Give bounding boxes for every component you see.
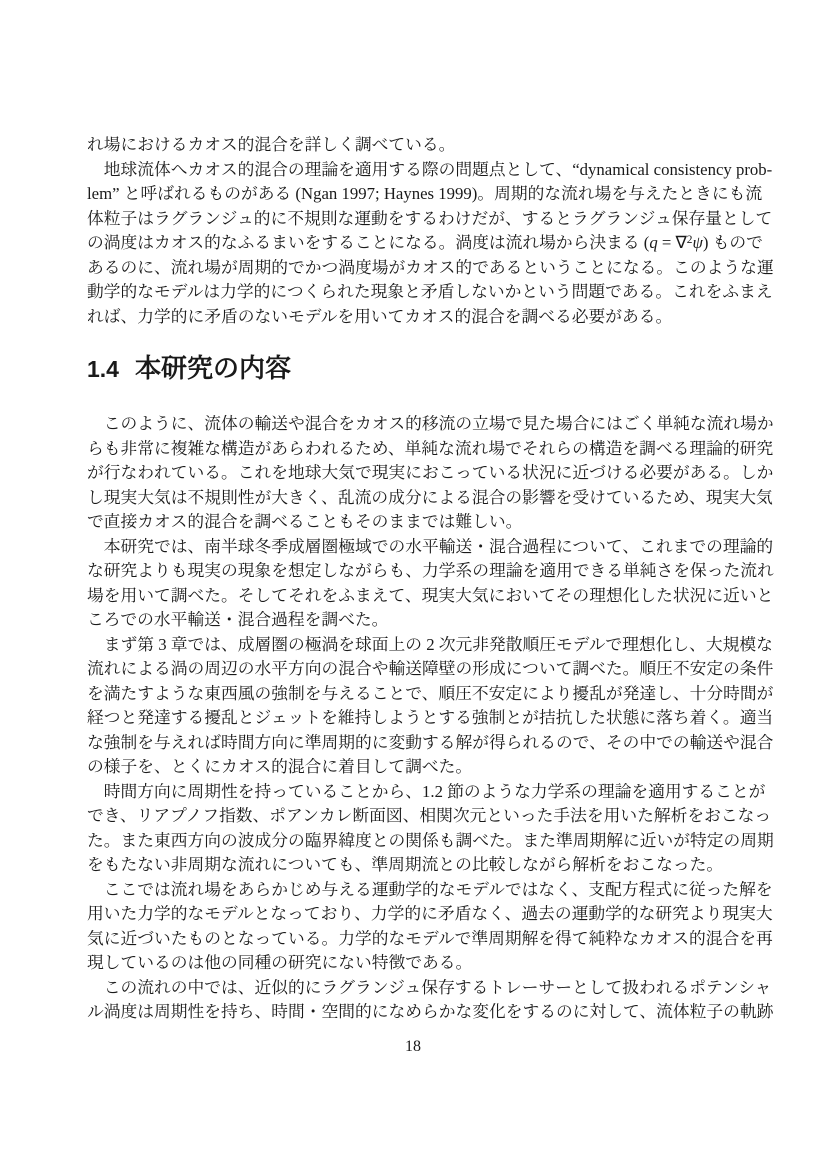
text-line: が行なわれている。これを地球大気で現実におこっている状況に近づける必要がある。しか — [87, 463, 774, 482]
text-line: な研究よりも現実の現象を想定しながらも、力学系の理論を適用できる単純さを保った流れ — [87, 561, 774, 580]
text-line: ここでは流れ場をあらかじめ与える運動学的なモデルではなく、支配方程式に従った解を — [103, 879, 773, 899]
text-segment: もので — [708, 233, 763, 252]
text-line: し現実大気は不規則性が大きく、乱流の成分による混合の影響を受けているため、現実大気 — [87, 487, 773, 507]
paragraph — [87, 535, 774, 633]
paragraph — [87, 780, 774, 878]
text-segment: の渦度はカオス的なふるまいをすることになる。渦度は流れ場から決まる — [87, 233, 644, 252]
formula-superscript: 2 — [686, 233, 693, 246]
formula-variable-psi: ψ — [692, 233, 703, 252]
text-line: 現しているのは他の同種の研究にない特徴である。 — [87, 953, 473, 972]
text-line: をもたない非周期な流れについても、準周期流との比較しながら解析をおこなった。 — [87, 855, 724, 874]
text-line: この流れの中では、近似的にラグランジュ保存するトレーサーとして扱われるポテンシャ — [103, 977, 772, 997]
text-line: ル渦度は周期性を持ち、時間・空間的になめらかな変化をするのに対して、流体粒子の軌跡 — [87, 1002, 774, 1021]
text-line: まず第 3 章では、成層圏の極渦を球面上の 2 次元非発散順圧モデルで理想化し、大規模な — [103, 634, 773, 654]
formula-equals-nabla: = ∇ — [657, 233, 687, 252]
paragraph — [87, 633, 774, 780]
page-number: 18 — [405, 1038, 421, 1055]
paragraph — [87, 133, 757, 158]
text-line: な強制を与えれば時間方向に準周期的に変動する解が得られるので、その中での輸送や混合 — [87, 732, 774, 752]
text-line: 地球流体へカオス的混合の理論を適用する際の問題点として、“dynamical consistency prob- — [103, 159, 773, 179]
formula-variable-q: q — [649, 233, 658, 252]
paragraph — [87, 412, 774, 535]
text-line: で直接カオス的混合を調べることもそのままでは難しい。 — [87, 512, 523, 531]
paragraph — [87, 976, 774, 1025]
paragraph — [87, 158, 774, 330]
text-line: らも非常に複雑な構造があらわれるため、単純な流れ場でそれらの構造を調べる理論的研究 — [87, 438, 774, 458]
text-line: 経つと発達する擾乱とジェットを維持しようとする強制とが拮抗した状態に落ち着く。適当 — [87, 708, 774, 727]
text-block — [87, 133, 774, 1025]
formula-close-paren: ) — [702, 233, 709, 252]
text-line: あるのに、流れ場が周期的でかつ渦度場がカオス的であるということになる。このような運 — [87, 257, 774, 277]
section-heading — [87, 352, 757, 386]
text-line: ころでの水平輸送・混合過程を調べた。 — [87, 610, 389, 629]
text-line: れば、力学的に矛盾のないモデルを用いてカオス的混合を調べる必要がある。 — [87, 306, 673, 326]
text-line: を満たすような東西風の強制を与えることで、順圧不安定により擾乱が発達し、十分時間が — [87, 683, 774, 703]
text-line: 用いた力学的なモデルとなっており、力学的に矛盾なく、過去の運動学的な研究より現実大 — [87, 904, 773, 923]
section-title: 本研究の内容 — [135, 353, 292, 383]
paragraph — [87, 878, 773, 976]
text-line: lem” と呼ばれるものがある (Ngan 1997; Haynes 1999)。周期的な流れ場を与えたときにも流 — [87, 184, 763, 203]
text-line: た。また東西方向の波成分の臨界緯度との関係も調べた。また準周期解に近いが特定の周期 — [87, 830, 774, 850]
text-line: の様子を、とくにカオス的混合に着目して調べた。 — [87, 757, 473, 776]
text-line: でき、リアプノフ指数、ポアンカレ断面図、相関次元といった手法を用いた解析をおこなっ — [87, 806, 772, 825]
text-line: 本研究では、南半球冬季成層圏極域での水平輸送・混合過程について、これまでの理論的 — [103, 536, 774, 556]
text-line: 流れによる渦の周辺の水平方向の混合や輸送障壁の形成について調べた。順圧不安定の条件 — [87, 659, 774, 678]
section-number: 1.4 — [87, 356, 119, 382]
inline-formula — [644, 233, 709, 252]
text-line: 時間方向に周期性を持っていることから、1.2 節のような力学系の理論を適用することが — [103, 781, 766, 801]
formula-open-paren: ( — [643, 233, 650, 252]
text-line: 体粒子はラグランジュ的に不規則な運動をするわけだが、するとラグランジュ保存量として — [87, 208, 773, 228]
text-line: 気に近づいたものとなっている。力学的なモデルで準周期解を得て純粋なカオス的混合を再 — [87, 928, 773, 948]
text-line: れ場におけるカオス的混合を詳しく調べている。 — [87, 135, 456, 154]
text-line: このように、流体の輸送や混合をカオス的移流の立場で見た場合にはごく単純な流れ場か — [103, 414, 774, 433]
text-line-with-formula — [87, 231, 763, 256]
text-line: 場を用いて調べた。そしてそれをふまえて、現実大気においてその理想化した状況に近いと — [87, 585, 774, 605]
text-line: 動学的なモデルは力学的につくられた現象と矛盾しないかという問題である。これをふまえ — [87, 282, 773, 301]
